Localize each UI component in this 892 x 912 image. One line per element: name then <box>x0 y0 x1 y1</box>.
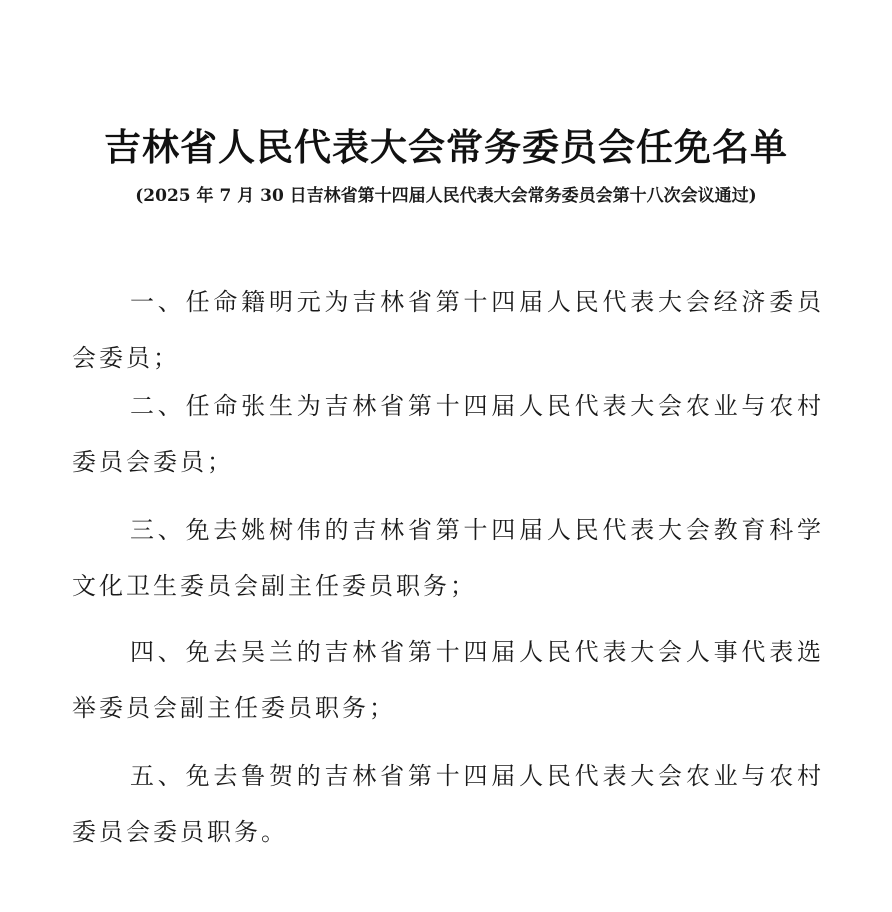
document-subtitle: (2025 年 7 月 30 日吉林省第十四届人民代表大会常务委员会第十八次会议通过) <box>135 186 757 206</box>
removal-item-3: 三、免去姚树伟的吉林省第十四届人民代表大会教育科学文化卫生委员会副主任委员职务； <box>72 516 824 600</box>
appointment-item-2: 二、任命张生为吉林省第十四届人民代表大会农业与农村委员会委员； <box>72 392 824 476</box>
removal-item-4: 四、免去吴兰的吉林省第十四届人民代表大会人事代表选举委员会副主任委员职务； <box>72 638 824 722</box>
appointment-item-1: 一、任命籍明元为吉林省第十四届人民代表大会经济委员会委员； <box>72 288 824 372</box>
removal-item-5: 五、免去鲁贺的吉林省第十四届人民代表大会农业与农村委员会委员职务。 <box>72 762 824 846</box>
document-title: 吉林省人民代表大会常务委员会任免名单 <box>104 126 788 169</box>
